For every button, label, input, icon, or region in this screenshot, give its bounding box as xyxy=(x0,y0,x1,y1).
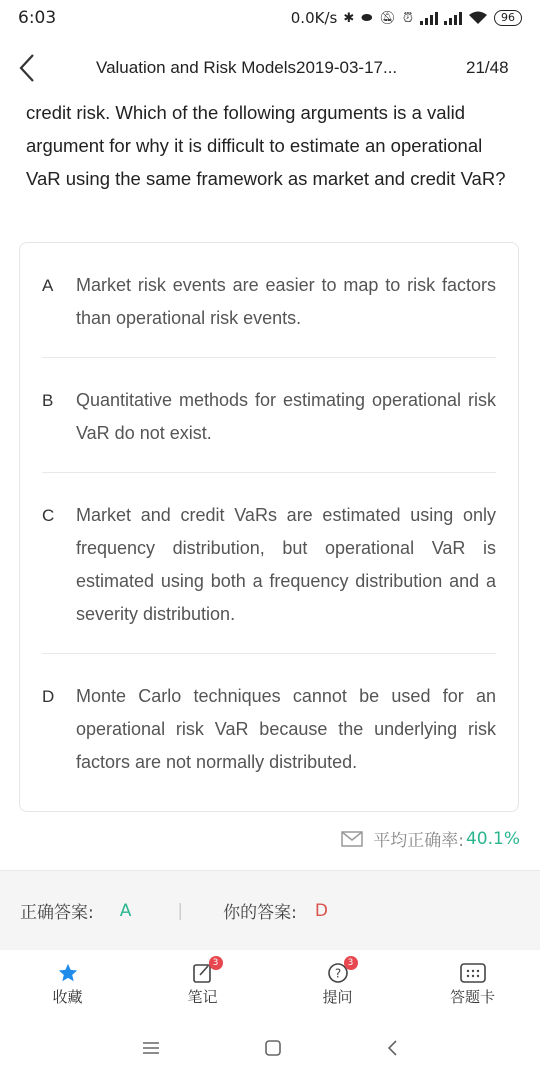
svg-text:?: ? xyxy=(334,966,341,980)
option-text: Quantitative methods for estimating operational risk VaR do not exist. xyxy=(76,390,496,443)
signal-icon xyxy=(420,11,438,25)
star-icon xyxy=(57,962,79,984)
option-c[interactable] xyxy=(42,473,496,631)
nav-favorite[interactable] xyxy=(0,950,135,1016)
chevron-left-icon xyxy=(18,53,36,83)
status-time: 6:03 xyxy=(18,8,57,28)
menu-icon[interactable] xyxy=(142,1041,160,1055)
your-answer-label: 你的答案: xyxy=(223,903,297,923)
ask-badge: 3 xyxy=(344,956,358,970)
page-title: Valuation and Risk Models2019-03-17... xyxy=(96,58,398,77)
option-a[interactable] xyxy=(42,243,496,335)
mute-icon: 🔕︎ xyxy=(379,10,397,26)
signal-hd-icon xyxy=(444,11,462,25)
battery-icon: 96 xyxy=(494,10,522,26)
network-speed: 0.0K/s xyxy=(290,9,338,27)
nav-ask-label: 提问 xyxy=(322,987,353,1006)
option-text: Market risk events are easier to map to risk factors than operational risk events. xyxy=(76,275,496,328)
option-text: Market and credit VaRs are estimated using only frequency distribution, but operational VaR is estimated using both a frequency distribution and a severity distribution. xyxy=(76,505,496,624)
accuracy-value: 40.1% xyxy=(465,828,520,849)
options-card xyxy=(19,242,519,812)
answer-section xyxy=(0,870,540,950)
wifi-icon xyxy=(468,11,488,25)
status-right xyxy=(291,9,522,27)
option-letter: B xyxy=(42,391,54,410)
notes-badge: 3 xyxy=(209,956,223,970)
question-progress: 21/48 xyxy=(466,58,509,77)
option-letter: D xyxy=(42,687,55,706)
system-nav-bar xyxy=(0,1016,540,1080)
option-text: Monte Carlo techniques cannot be used for an operational risk VaR because the underlying risk factors are not normally distributed. xyxy=(76,686,496,772)
accuracy-row xyxy=(341,826,520,851)
header xyxy=(0,40,540,96)
grid-card-icon xyxy=(459,961,487,985)
nav-notes[interactable] xyxy=(135,950,270,1016)
back-nav-icon[interactable] xyxy=(386,1040,398,1056)
answer-separator: | xyxy=(177,900,184,921)
nav-answer-card[interactable] xyxy=(405,950,540,1016)
option-letter: C xyxy=(42,506,55,525)
option-b[interactable] xyxy=(42,358,496,450)
nav-ask[interactable] xyxy=(270,950,405,1016)
option-d[interactable] xyxy=(42,654,496,779)
home-icon[interactable] xyxy=(265,1040,281,1056)
mail-icon[interactable] xyxy=(341,831,363,847)
nav-answer-card-label: 答题卡 xyxy=(449,987,495,1006)
back-button[interactable] xyxy=(0,40,54,96)
question-text: credit risk. Which of the following arguments is a valid argument for why it is difficult to estimate an operational VaR using the same framework as market and credit VaR? xyxy=(26,102,506,189)
correct-answer-value: A xyxy=(119,900,132,921)
toggle-icon: ⬬ xyxy=(361,10,374,26)
bluetooth-icon: ✱ xyxy=(343,10,356,26)
correct-answer-label: 正确答案: xyxy=(20,903,94,923)
your-answer-value: D xyxy=(314,900,328,921)
option-letter: A xyxy=(42,276,54,295)
status-bar xyxy=(0,0,540,36)
alarm-icon: ⏰︎ xyxy=(402,10,414,26)
bottom-nav xyxy=(0,950,540,1016)
nav-favorite-label: 收藏 xyxy=(52,987,83,1006)
nav-notes-label: 笔记 xyxy=(187,987,218,1006)
accuracy-label: 平均正确率: xyxy=(373,831,464,851)
